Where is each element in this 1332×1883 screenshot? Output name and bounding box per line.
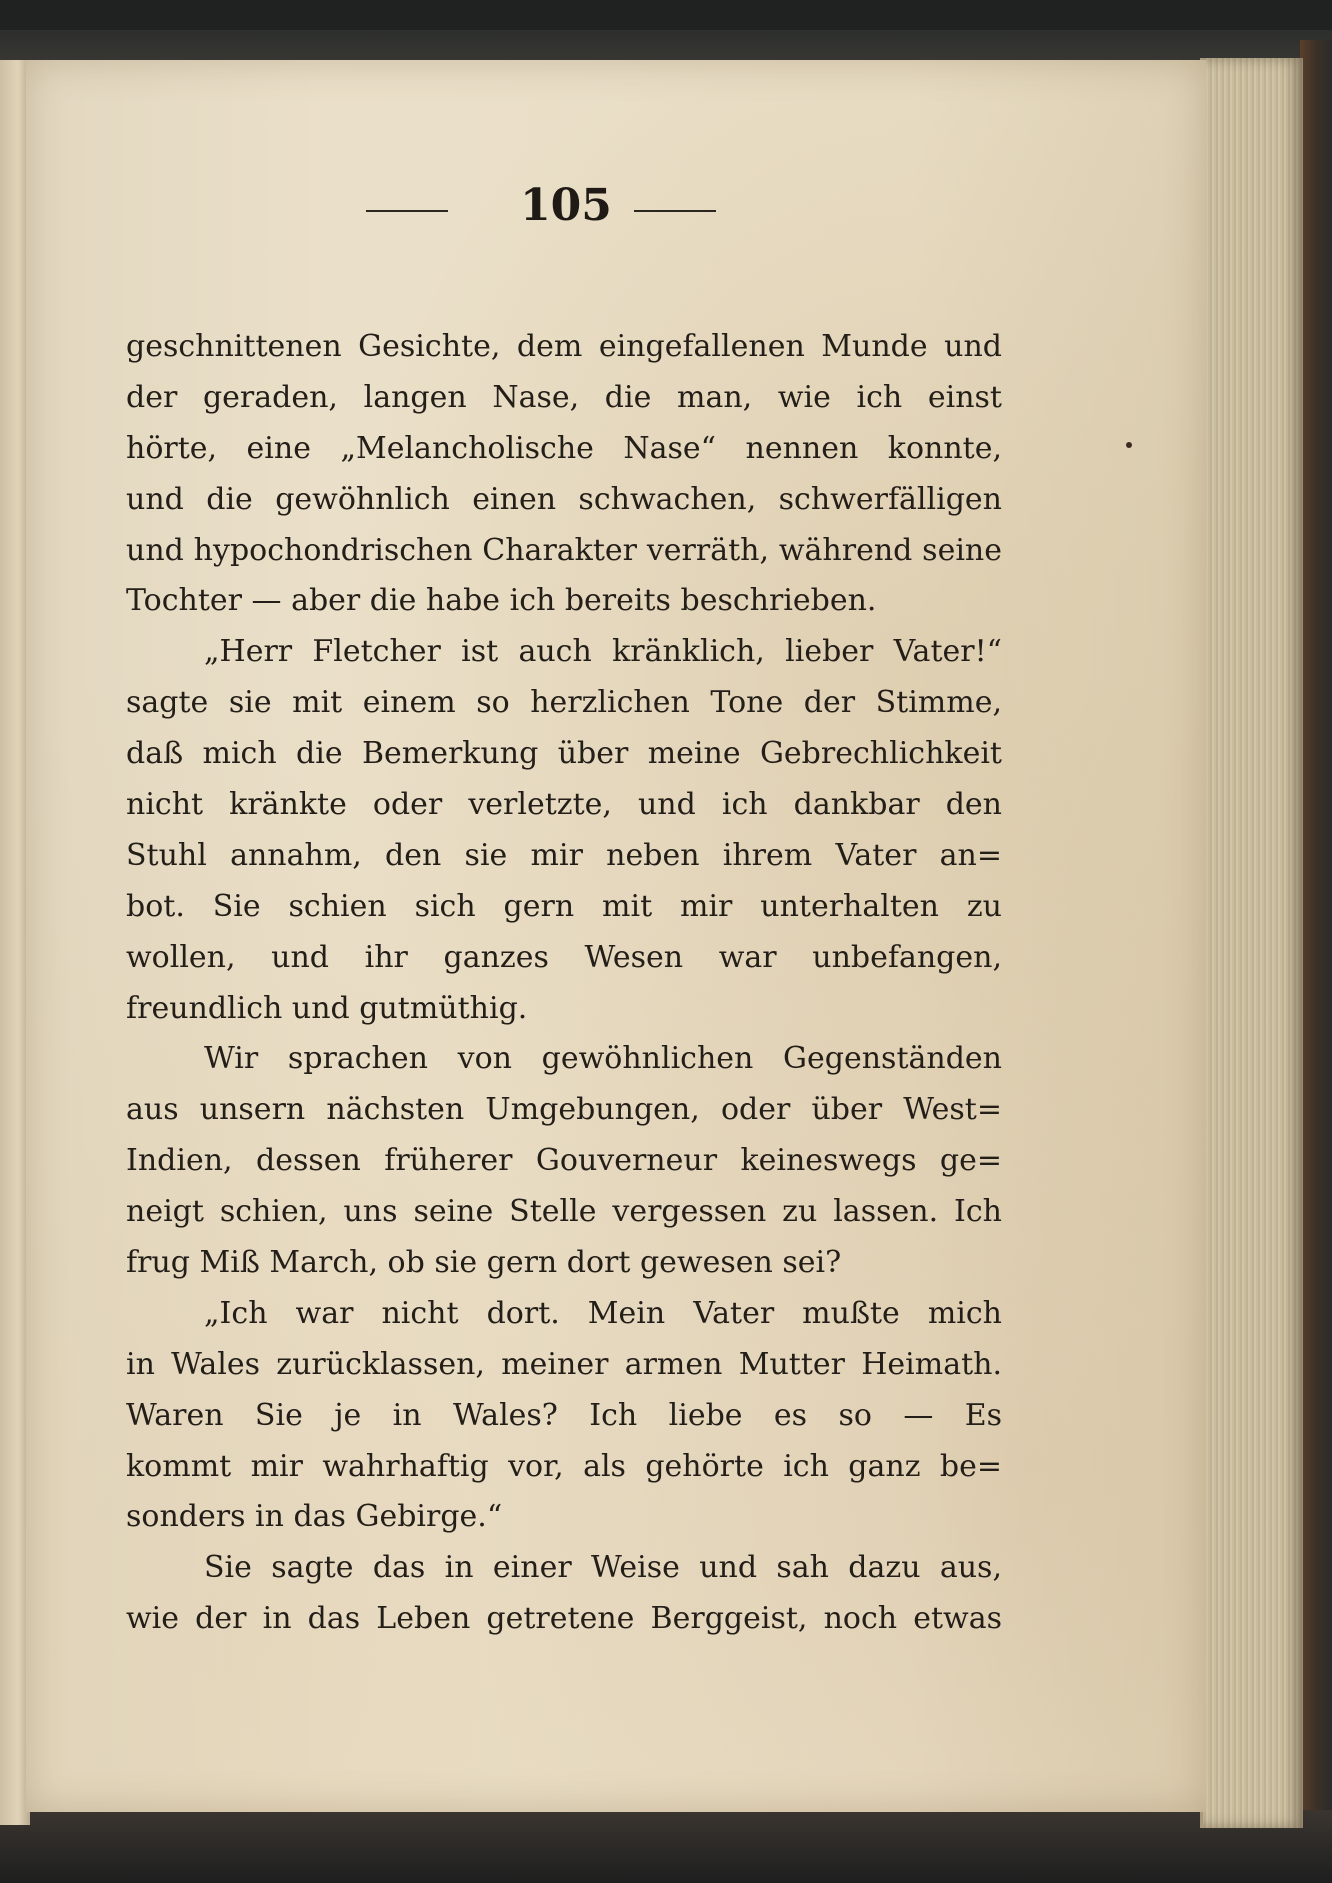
text-line: „Herr Fletcher ist auch kränklich, lieber Vater!“ [204,634,1002,670]
header-rule-right [634,210,716,212]
text-line: nicht kränkte oder verletzte, und ich dankbar den [126,787,1002,823]
text-line: freundlich und gutmüthig. [126,990,528,1026]
text-line: geschnittenen Gesichte, dem eingefallenen Munde und [126,329,1002,364]
book-cover-bottom [0,1810,1332,1883]
text-line: und hypochondrischen Charakter verräth, während seine [126,532,1002,568]
text-line: Tochter — aber die habe ich bereits beschrieben. [126,583,877,619]
text-line: kommt mir wahrhaftig vor, als gehörte ich ganz be= [126,1448,1002,1484]
text-line: sonders in das Gebirge.“ [126,1499,503,1535]
page-number: 105 [520,180,612,231]
text-line: in Wales zurücklassen, meiner armen Mutter Heimath. [126,1346,1002,1382]
text-line: sagte sie mit einem so herzlichen Tone der Stimme, [126,685,1002,721]
text-line: Sie sagte das in einer Weise und sah dazu aus, [204,1550,1002,1586]
text-line: Indien, dessen früherer Gouverneur keineswegs ge= [126,1143,1002,1179]
text-line: und die gewöhnlich einen schwachen, schwerfälligen [126,481,1002,517]
text-line: wie der in das Leben getretene Berggeist, noch etwas [126,1601,1002,1637]
ink-spot [1126,442,1132,448]
text-line: der geraden, langen Nase, die man, wie ich einst [126,379,1002,415]
text-line: Stuhl annahm, den sie mir neben ihrem Vater an= [126,837,1002,873]
text-line: hörte, eine „Melancholische Nase“ nennen konnte, [126,430,1002,466]
text-line: neigt schien, uns seine Stelle vergessen zu lassen. Ich [126,1194,1002,1230]
text-line: Wir sprachen von gewöhnlichen Gegenständen [204,1041,1002,1077]
text-line: aus unsern nächsten Umgebungen, oder über West= [126,1092,1002,1128]
text-line: daß mich die Bemerkung über meine Gebrechlichkeit [126,736,1002,772]
header-rule-left [366,210,448,212]
book-page [26,60,1206,1812]
text-line: bot. Sie schien sich gern mit mir unterhalten zu [126,888,1002,924]
page-body-text [126,322,1002,1645]
text-line: Waren Sie je in Wales? Ich liebe es so — Es [126,1397,1002,1433]
book-cover-right [1300,40,1332,1840]
page-fore-edge [1200,58,1303,1828]
text-line: „Ich war nicht dort. Mein Vater mußte mich [204,1295,1002,1331]
text-line: wollen, und ihr ganzes Wesen war unbefangen, [126,939,1002,975]
text-line: frug Miß March, ob sie gern dort gewesen sei? [126,1245,842,1281]
